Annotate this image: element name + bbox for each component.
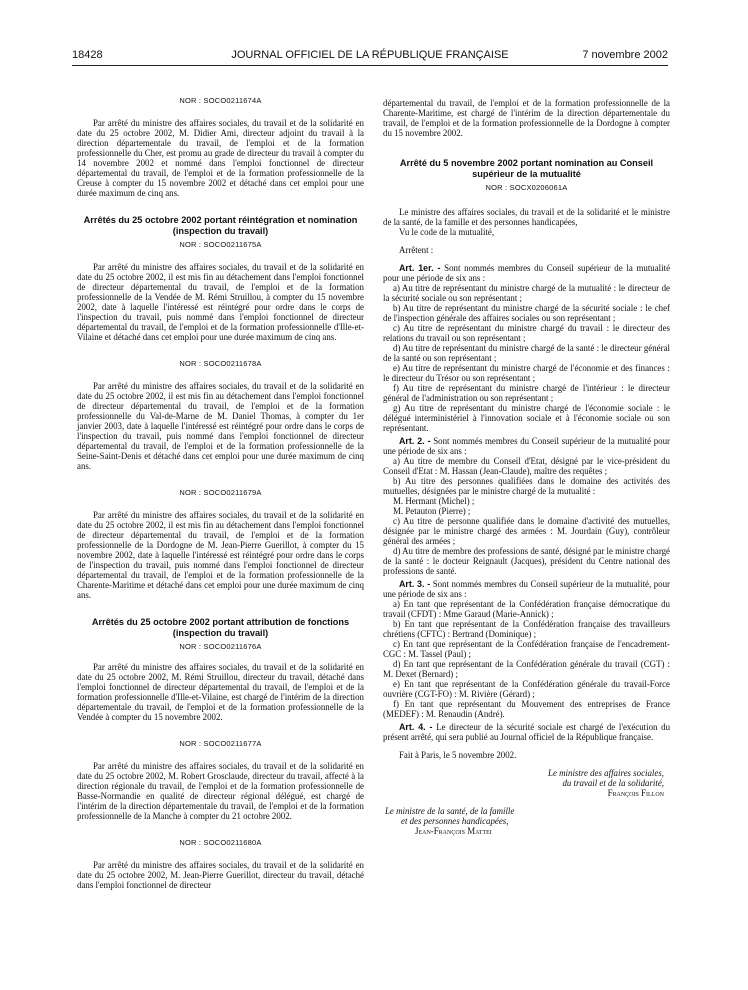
- list-item: a) En tant que représentant de la Confédération française démocratique du travail (CFDT) : Mme Garaud (Marie-Annick) ;: [383, 599, 670, 619]
- page-header: [72, 49, 668, 63]
- list-item: f) En tant que représentant du Mouvement des entreprises de France (MEDEF) : M. Renaudin (André).: [383, 699, 670, 719]
- list-item: b) Au titre des personnes qualifiées dans le domaine des activités des mutuelles, désignées par le ministre chargé de la mutualité :: [383, 476, 670, 496]
- list-item: d) Au titre de membre des professions de santé, désigné par le ministre chargé de la santé : le docteur Reignault (Jacques), président du Centre national des professions de santé.: [383, 546, 670, 576]
- article-3: [383, 579, 670, 599]
- nor-reference: NOR : SOCO0211676A: [179, 642, 262, 651]
- decree-paragraph: Par arrêté du ministre des affaires sociales, du travail et de la solidarité en date du 25 octobre 2002, il est mis fin au détachement dans l'emploi fonctionnel de directeur départemental du travail, de l'emploi et de la formation professionnelle de la Dordogne de M. Jean-Pierre Guerillot, à compter du 15 novembre 2002, date à laquelle l'intéressé est réintégré pour ordre dans le corps de l'inspection du travail, puis nommé dans l'emploi fonctionnel de directeur départemental du travail, de l'emploi et de la formation professionnelle de la Charente-Maritime et détaché dans cet emploi pour une durée maximum de cinq ans.: [77, 510, 364, 600]
- header-rule: [72, 65, 668, 66]
- issue-date: 7 novembre 2002: [582, 49, 668, 61]
- section-heading: Arrêtés du 25 octobre 2002 portant réintégration et nomination (inspection du travail): [83, 215, 358, 236]
- nor-reference: NOR : SOCO0211677A: [179, 739, 262, 748]
- nor-reference: NOR : SOCO0211679A: [179, 488, 262, 497]
- left-column: [77, 96, 364, 890]
- signatory-title: Le ministre de la santé, de la famille: [385, 806, 515, 816]
- signatory-name: Jean-François Mattei: [415, 826, 492, 836]
- list-item: a) Au titre de membre du Conseil d'Etat, désigné par le vice-président du Conseil d'Etat : M. Hassan (Jean-Claude), maître des requêtes ;: [383, 456, 670, 476]
- list-item: c) En tant que représentant de la Confédération française de l'encadrement-CGC : M. Tassel (Paul) ;: [383, 639, 670, 659]
- signature-date: Fait à Paris, le 5 novembre 2002.: [399, 750, 517, 760]
- article-4: [383, 722, 670, 742]
- article-text: Le directeur de la sécurité sociale est chargé de l'exécution du présent arrêté, qui sera publié au Journal officiel de la République française.: [383, 722, 671, 742]
- article-text: Sont nommés membres du Conseil supérieur de la mutualité pour une période de six ans :: [383, 263, 671, 283]
- article-1: [383, 263, 670, 283]
- list-item: e) Au titre de représentant du ministre chargé de l'économie et des finances : le directeur du Trésor ou son représentant ;: [383, 363, 670, 383]
- list-item: b) Au titre de représentant du ministre chargé de la sécurité sociale : le chef de l'inspection générale des affaires sociales ou son représentant ;: [383, 303, 670, 323]
- preamble-paragraph: Vu le code de la mutualité,: [399, 227, 495, 237]
- article-text: Sont nommés membres du Conseil supérieur de la mutualité pour une période de six ans :: [383, 436, 671, 456]
- section-heading: Arrêtés du 25 octobre 2002 portant attribution de fonctions (inspection du travail): [91, 617, 350, 638]
- decree-paragraph: Par arrêté du ministre des affaires sociales, du travail et de la solidarité en date du 25 octobre 2002, il est mis fin au détachement dans l'emploi fonctionnel de directeur départemental du travail, de l'emploi et de la formation professionnelle du Val-de-Marne de M. Daniel Thomas, à compter du 1er janvier 2003, date à laquelle l'intéressé est réintégré pour ordre dans le corps de l'inspection du travail, puis nommé dans l'emploi fonctionnel de directeur départemental du travail, de l'emploi et de la formation professionnelle de la Seine-Saint-Denis et détaché dans cet emploi pour une durée maximum de cinq ans.: [77, 381, 364, 471]
- list-item: c) Au titre de représentant du ministre chargé du travail : le directeur des relations du travail ou son représentant ;: [383, 323, 670, 343]
- journal-title: JOURNAL OFFICIEL DE LA RÉPUBLIQUE FRANÇAISE: [231, 49, 509, 61]
- right-column: [383, 98, 670, 836]
- article-label: Art. 2. -: [399, 436, 431, 446]
- list-item: f) Au titre de représentant du ministre chargé de l'intérieur : le directeur général de l'administration ou son représentant ;: [383, 383, 670, 403]
- nor-reference: NOR : SOCO0211680A: [179, 838, 262, 847]
- list-item: b) En tant que représentant de la Confédération française des travailleurs chrétiens (CFTC) : Bertrand (Dominique) ;: [383, 619, 670, 639]
- nor-reference: NOR : SOCX0206061A: [485, 183, 568, 192]
- signatory-title: Le ministre des affaires sociales,: [548, 768, 664, 778]
- decree-paragraph: Par arrêté du ministre des affaires sociales, du travail et de la solidarité en date du 25 octobre 2002, M. Didier Ami, directeur adjoint du travail à la direction départementale du travail, de l'emploi et de la formation professionnelle du Cher, est promu au grade de directeur du travail à compter du 14 novembre 2002 et nommé dans l'emploi fonctionnel de directeur départemental du travail, de l'emploi et de la formation professionnelle de la Creuse à compter du 15 novembre 2002 et détaché dans cet emploi pour une durée maximum de cinq ans.: [77, 118, 364, 198]
- arretent-line: Arrêtent :: [399, 245, 434, 255]
- list-item: M. Hermant (Michel) ;: [393, 496, 475, 506]
- list-item: g) Au titre de représentant du ministre chargé de l'économie sociale : le délégué interministériel à l'innovation sociale et à l'économie sociale ou son représentant.: [383, 403, 670, 433]
- page-number: 18428: [72, 49, 103, 61]
- list-item: d) En tant que représentant de la Confédération générale du travail (CGT) : M. Dexet (Bernard) ;: [383, 659, 670, 679]
- article-label: Art. 3. -: [399, 579, 431, 589]
- decree-paragraph: Par arrêté du ministre des affaires sociales, du travail et de la solidarité en date du 25 octobre 2002, M. Rémi Struillou, directeur du travail, détaché dans l'emploi fonctionnel de directeur départemental du travail, de l'emploi et de la formation professionnelle d'Ille-et-Vilaine, est chargé de l'intérim de la direction départementale du travail, de l'emploi et de la formation professionnelle de la Vendée à compter du 15 novembre 2002.: [77, 662, 364, 722]
- article-label: Art. 1er. -: [399, 263, 441, 273]
- list-item: M. Petauton (Pierre) ;: [393, 506, 471, 516]
- decree-paragraph: Par arrêté du ministre des affaires sociales, du travail et de la solidarité en date du 25 octobre 2002, M. Jean-Pierre Guerillot, directeur du travail, détaché dans l'emploi fonctionnel de directeur: [77, 860, 364, 890]
- signatory-title: et des personnes handicapées,: [401, 816, 509, 826]
- section-heading: Arrêté du 5 novembre 2002 portant nomination au Conseil supérieur de la mutualité: [399, 158, 654, 179]
- nor-reference: NOR : SOCO0211674A: [179, 96, 262, 105]
- nor-reference: NOR : SOCO0211678A: [179, 359, 262, 368]
- preamble-paragraph: Le ministre des affaires sociales, du travail et de la solidarité et le ministre de la santé, de la famille et des personnes handicapées,: [383, 207, 670, 227]
- decree-paragraph: Par arrêté du ministre des affaires sociales, du travail et de la solidarité en date du 25 octobre 2002, il est mis fin au détachement dans l'emploi fonctionnel de directeur départemental du travail, de l'emploi et de la formation professionnelle de la Vendée de M. Rémi Struillou, à compter du 15 novembre 2002, date à laquelle l'intéressé est réintégré pour ordre dans le corps de l'inspection du travail, puis nommé dans l'emploi fonctionnel de directeur départemental du travail, de l'emploi et de la formation professionnelle d'Ille-et-Vilaine et détaché dans cet emploi pour une durée maximum de cinq ans.: [77, 262, 364, 342]
- list-item: c) Au titre de personne qualifiée dans le domaine d'activité des mutuelles, désignée par le ministre chargé des armées : M. Jourdain (Guy), contrôleur général des armées ;: [383, 516, 670, 546]
- signatory-name: François Fillon: [607, 788, 664, 798]
- nor-reference: NOR : SOCO0211675A: [179, 240, 262, 249]
- article-label: Art. 4. -: [399, 722, 433, 732]
- decree-paragraph: Par arrêté du ministre des affaires sociales, du travail et de la solidarité en date du 25 octobre 2002, M. Robert Grosclaude, directeur du travail, affecté à la direction régionale du travail, de l'emploi et de la formation professionnelle de Basse-Normandie en qualité de directeur régional délégué, est chargé de l'intérim de la direction départementale du travail, de l'emploi et de la formation professionnelle de la Manche à compter du 21 octobre 2002.: [77, 761, 364, 821]
- list-item: d) Au titre de représentant du ministre chargé de la santé : le directeur général de la santé ou son représentant ;: [383, 343, 670, 363]
- list-item: a) Au titre de représentant du ministre chargé de la mutualité : le directeur de la sécurité sociale ou son représentant ;: [383, 283, 670, 303]
- article-text: Sont nommés membres du Conseil supérieur de la mutualité, pour une période de six ans :: [383, 579, 671, 599]
- signatory-title: du travail et de la solidarité,: [562, 778, 664, 788]
- list-item: e) En tant que représentant de la Confédération générale du travail-Force ouvrière (CGT-FO) : M. Rivière (Gérard) ;: [383, 679, 670, 699]
- decree-paragraph: départemental du travail, de l'emploi et de la formation professionnelle de la Charente-Maritime, est chargé de l'intérim de la direction départementale du travail, de l'emploi et de la formation professionnelle de la Dordogne à compter du 15 novembre 2002.: [383, 98, 670, 138]
- article-2: [383, 436, 670, 456]
